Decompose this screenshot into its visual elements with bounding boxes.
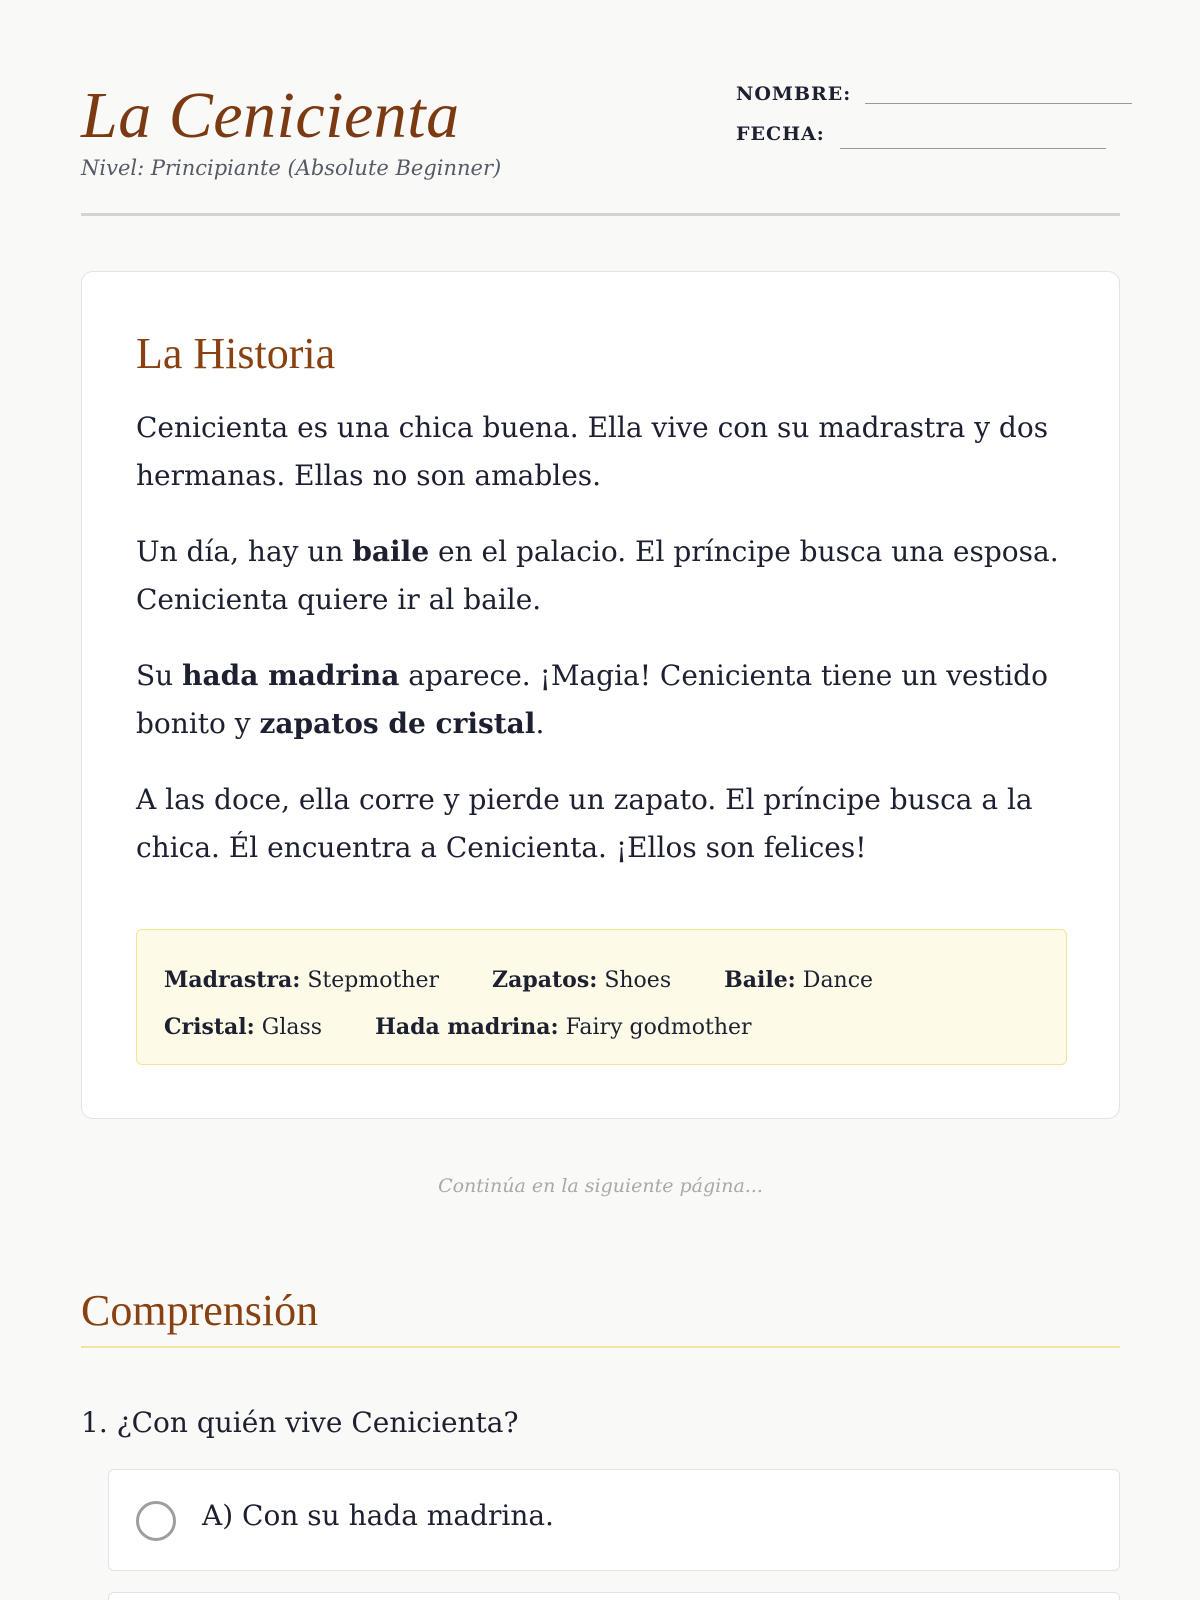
- story-paragraph: [136, 404, 1066, 500]
- worksheet-page: [81, 0, 1120, 1532]
- vocabulary-term: Madrastra:: [164, 966, 301, 993]
- vocabulary-meaning: Stepmother: [300, 967, 440, 993]
- story-title: La Historia: [136, 329, 336, 378]
- vocabulary-row: [164, 1003, 1038, 1050]
- story-card: [81, 271, 1120, 1119]
- story-text: en el palacio. El príncipe busca una esposa. Cenicienta quiere ir al baile.: [136, 535, 1059, 616]
- story-paragraph: [136, 776, 1066, 872]
- vocabulary-row: [164, 956, 1038, 1003]
- comprehension-divider: [81, 1346, 1120, 1348]
- vocabulary-item: [164, 967, 439, 993]
- answer-option-a-label: A) Con su hada madrina.: [202, 1499, 554, 1532]
- vocabulary-item: [164, 1014, 322, 1040]
- comprehension-title: Comprensión: [81, 1286, 319, 1335]
- vocabulary-term: Hada madrina:: [375, 1013, 559, 1040]
- story-text: Cenicienta es una chica buena. Ella vive con su madrastra y dos hermanas. Ellas no son amables.: [136, 411, 1049, 492]
- name-label: NOMBRE:: [736, 83, 852, 105]
- vocabulary-term: Cristal:: [164, 1013, 255, 1040]
- vocabulary-box: [136, 929, 1067, 1065]
- level-subtitle: Nivel: Principiante (Absolute Beginner): [81, 156, 502, 180]
- story-text: .: [535, 707, 545, 740]
- vocab-highlight: baile: [352, 535, 430, 568]
- vocab-highlight: hada madrina: [182, 659, 400, 692]
- vocabulary-meaning: Dance: [795, 967, 874, 993]
- answer-option-b[interactable]: [108, 1592, 1120, 1600]
- vocabulary-item: [724, 967, 873, 993]
- radio-button-a[interactable]: [136, 1501, 176, 1541]
- story-paragraph: [136, 652, 1066, 748]
- vocabulary-meaning: Fairy godmother: [558, 1014, 752, 1040]
- vocabulary-term: Zapatos:: [492, 966, 598, 993]
- vocab-highlight: zapatos de cristal: [259, 707, 536, 740]
- answer-option-a[interactable]: [108, 1469, 1120, 1571]
- date-field: [736, 123, 1106, 145]
- story-paragraph: [136, 528, 1066, 624]
- vocabulary-item: [375, 1014, 752, 1040]
- story-body: [136, 404, 1066, 900]
- question-1: 1. ¿Con quién vive Cenicienta?: [81, 1406, 519, 1439]
- story-text: A las doce, ella corre y pierde un zapato. El príncipe busca a la chica. Él encuentra a Cenicienta. ¡Ellos son felices!: [136, 783, 1033, 864]
- vocabulary-meaning: Shoes: [597, 967, 672, 993]
- date-blank-line[interactable]: [840, 147, 1106, 149]
- story-text: Un día, hay un: [136, 535, 353, 568]
- name-field: [736, 83, 1132, 105]
- name-blank-line[interactable]: [865, 102, 1132, 104]
- vocabulary-item: [492, 967, 671, 993]
- vocabulary-meaning: Glass: [254, 1014, 323, 1040]
- worksheet-header: [81, 0, 1120, 216]
- date-label: FECHA:: [736, 123, 825, 145]
- continue-note: Continúa en la siguiente página...: [438, 1175, 763, 1197]
- story-text: Su: [136, 659, 183, 692]
- vocabulary-term: Baile:: [724, 966, 796, 993]
- story-text: aparece. ¡Magia! Cenicienta tiene un vestido bonito y: [136, 659, 1048, 740]
- worksheet-title: La Cenicienta: [81, 79, 460, 152]
